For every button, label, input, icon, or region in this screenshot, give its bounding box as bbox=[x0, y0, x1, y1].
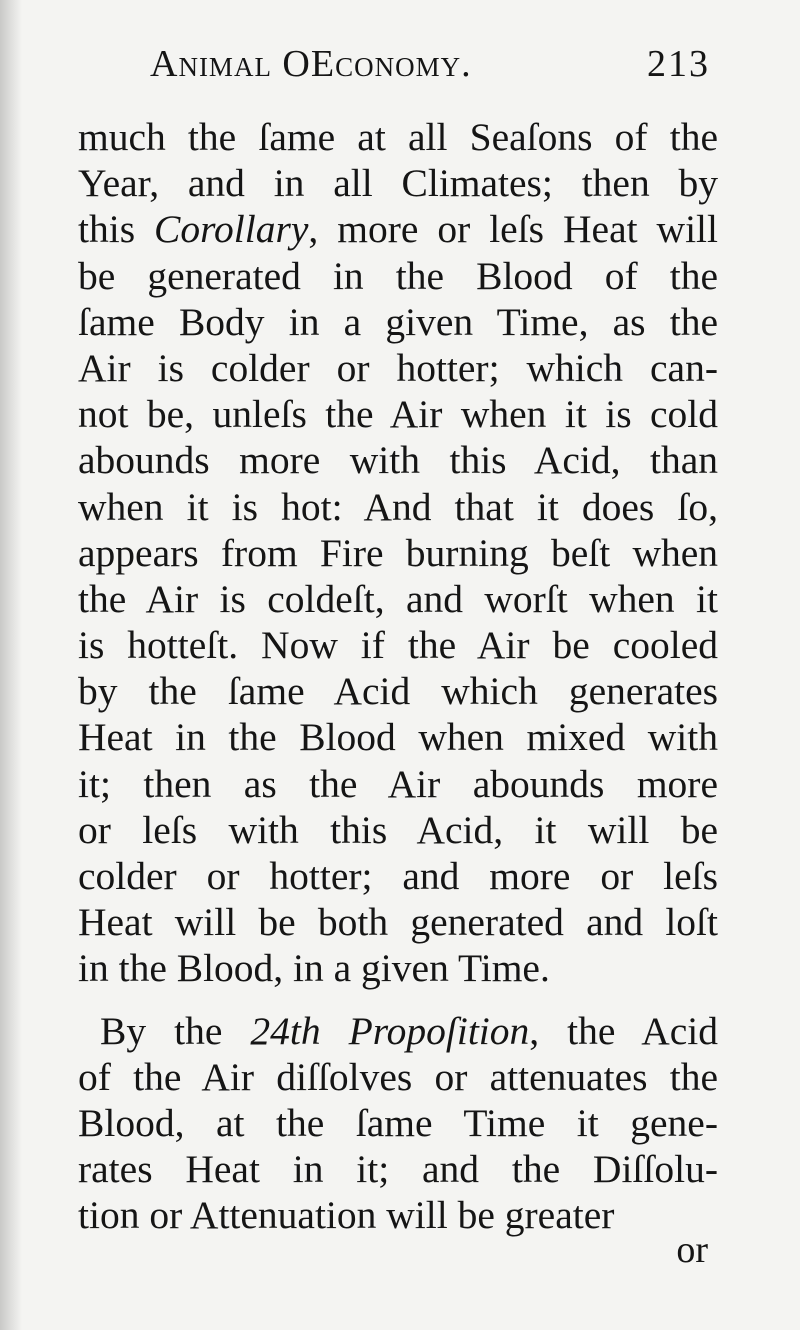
paragraph-1 bbox=[78, 114, 718, 992]
italic-term: Corollary bbox=[154, 207, 309, 252]
text-line: in the Blood, in a given Time. bbox=[78, 946, 550, 991]
text-line: appears from Fire burning beſt when bbox=[78, 530, 718, 575]
text-line: Air is colder or hotter; which can- bbox=[78, 345, 718, 390]
text-line: is hotteſt. Now if the Air be cooled bbox=[78, 623, 718, 668]
running-title: Animal OEconomy. bbox=[150, 43, 472, 85]
page-edge-shadow bbox=[0, 0, 22, 1330]
text-line: be generated in the Blood of the bbox=[78, 253, 718, 298]
text-line: of the Air diſſolves or attenuates the bbox=[78, 1054, 718, 1099]
italic-term: 24th Propoſition bbox=[250, 1008, 530, 1053]
text-line: ſame Body in a given Time, as the bbox=[78, 299, 718, 344]
text-line: it; then as the Air abounds more bbox=[78, 761, 718, 806]
text-line: colder or hotter; and more or leſs bbox=[78, 854, 718, 898]
text-line: or leſs with this Acid, it will be bbox=[78, 807, 718, 852]
text-line: Heat will be both generated and loſt bbox=[78, 900, 718, 945]
page-header bbox=[150, 42, 710, 102]
text-line: By the 24th Propoſition, the Acid bbox=[100, 1008, 718, 1053]
text-line: rates Heat in it; and the Diſſolu- bbox=[78, 1147, 718, 1192]
text-line: much the ſame at all Seaſons of the bbox=[78, 115, 718, 159]
text-line: not be, unleſs the Air when it is cold bbox=[78, 392, 718, 437]
text-line: when it is hot: And that it does ſo, bbox=[78, 484, 718, 529]
page-number: 213 bbox=[647, 43, 710, 85]
text-line: tion or Attenuation will be greater bbox=[78, 1193, 615, 1238]
text-line: Blood, at the ſame Time it gene- bbox=[78, 1100, 718, 1145]
text-line: the Air is coldeſt, and worſt when it bbox=[78, 576, 718, 621]
text-line: abounds more with this Acid, than bbox=[78, 438, 718, 483]
catchword: or bbox=[676, 1229, 708, 1271]
text-line: Heat in the Blood when mixed with bbox=[78, 715, 718, 760]
text-line: this Corollary, more or leſs Heat will bbox=[78, 207, 718, 252]
body-text bbox=[78, 114, 718, 1239]
text-line: Year, and in all Climates; then by bbox=[78, 161, 718, 206]
paragraph-gap bbox=[78, 992, 718, 1008]
text-line: by the ſame Acid which generates bbox=[78, 669, 718, 714]
paragraph-2 bbox=[78, 1008, 718, 1239]
